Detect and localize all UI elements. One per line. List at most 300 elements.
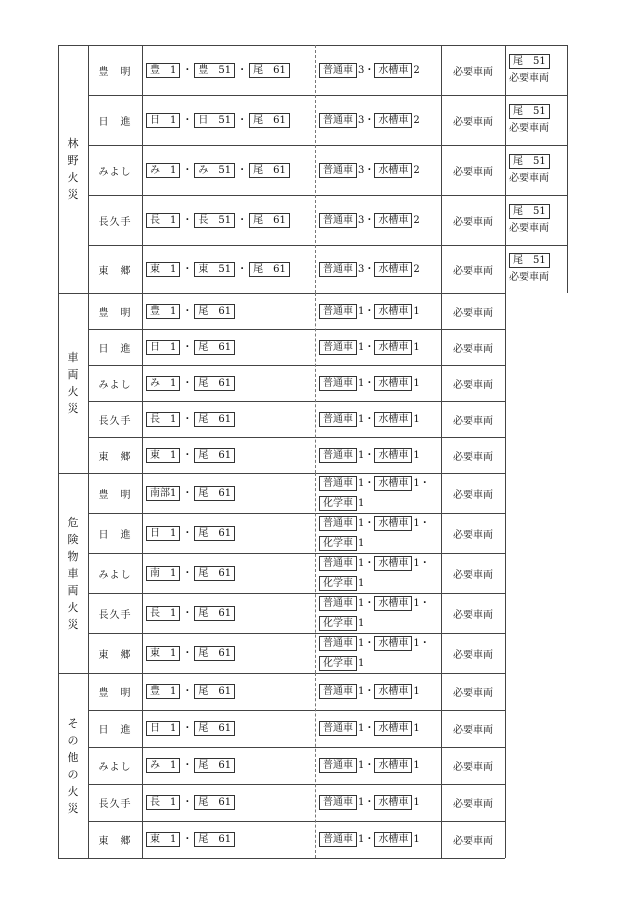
code-text: 1 <box>413 305 420 317</box>
unit-codes <box>146 45 312 95</box>
code-text: ・ <box>364 263 375 275</box>
unit-codes <box>146 293 312 329</box>
required-vehicles: 必要車両 <box>453 379 493 391</box>
code-text: ・ <box>364 834 375 845</box>
code-box: 尾 61 <box>194 486 235 501</box>
code-text: 1 <box>358 377 365 389</box>
code-box: 長 1 <box>146 606 180 621</box>
code-text: 1 <box>358 834 365 845</box>
separator-dot: ・ <box>182 760 193 771</box>
code-box: 豊 1 <box>146 63 180 78</box>
code-box: 水槽車 <box>374 476 412 491</box>
category-text: 車両火災 <box>67 351 79 415</box>
table-rule <box>142 473 143 673</box>
code-text: 1 <box>358 341 365 353</box>
code-box: 尾 61 <box>194 412 235 427</box>
vehicle-types <box>319 95 439 145</box>
code-text: 1 <box>413 449 420 461</box>
table-rule <box>58 673 59 858</box>
table-rule <box>88 401 505 402</box>
separator-dot: ・ <box>237 64 248 76</box>
area-name: 長久手 <box>98 415 132 427</box>
code-box: 水槽車 <box>374 262 412 277</box>
code-box: 普通車 <box>319 412 357 427</box>
code-text: 3 <box>358 114 365 126</box>
code-box: 東 1 <box>146 262 180 277</box>
area-name: みよし <box>98 379 132 391</box>
required-vehicles: 必要車両 <box>453 66 493 78</box>
code-box: 普通車 <box>319 163 357 178</box>
code-box: 水槽車 <box>374 412 412 427</box>
area-name: 東 郷 <box>98 265 132 277</box>
required-vehicles: 必要車両 <box>453 688 493 699</box>
table-rule <box>505 45 506 293</box>
code-box: 水槽車 <box>374 213 412 228</box>
code-box: 尾 61 <box>249 213 290 228</box>
code-box: 南 1 <box>146 566 180 581</box>
table-rule <box>88 633 505 634</box>
table-rule <box>142 293 143 473</box>
vehicle-types <box>319 513 439 553</box>
table-rule <box>505 473 506 673</box>
code-box: 水槽車 <box>374 304 412 319</box>
required-vehicles: 必要車両 <box>453 451 493 463</box>
table-rule <box>441 45 442 293</box>
unit-codes <box>146 365 312 401</box>
table-rule <box>88 593 505 594</box>
area-name: 豊 明 <box>98 66 132 78</box>
area-name: 東 郷 <box>98 836 132 847</box>
code-text: ・ <box>364 597 375 609</box>
code-box: 尾 61 <box>249 113 290 128</box>
area-name: 豊 明 <box>98 307 132 319</box>
code-box: 化学車 <box>319 496 357 511</box>
unit-codes <box>146 553 312 593</box>
code-box: 化学車 <box>319 616 357 631</box>
code-box: 普通車 <box>319 684 357 699</box>
code-box: 尾 61 <box>194 721 235 736</box>
code-box: 化学車 <box>319 576 357 591</box>
area-name: 東 郷 <box>98 451 132 463</box>
code-text: 1 <box>358 517 365 529</box>
code-text: 1 <box>358 577 365 589</box>
code-box: み 51 <box>194 163 235 178</box>
code-text: ・ <box>364 449 375 461</box>
unit-codes <box>146 821 312 858</box>
code-text: 1 <box>358 797 365 808</box>
vehicle-types <box>319 821 439 858</box>
code-box: 尾 51 <box>509 204 550 219</box>
code-box: 普通車 <box>319 596 357 611</box>
code-box: 長 1 <box>146 795 180 810</box>
code-box: 尾 51 <box>509 104 550 119</box>
area-name: みよし <box>98 762 132 773</box>
unit-codes <box>146 437 312 473</box>
code-text: 1 <box>413 557 420 569</box>
code-box: 尾 51 <box>509 154 550 169</box>
category-label <box>58 45 88 293</box>
table-rule <box>88 45 89 293</box>
code-text: ・ <box>364 305 375 317</box>
code-box: 水槽車 <box>374 758 412 773</box>
code-box: 東 51 <box>194 262 235 277</box>
area-name: 日 進 <box>98 116 132 128</box>
unit-codes <box>146 245 312 293</box>
code-box: 尾 61 <box>194 526 235 541</box>
required-vehicles: 必要車両 <box>453 489 493 501</box>
code-box: 尾 61 <box>194 646 235 661</box>
code-box: み 1 <box>146 163 180 178</box>
code-text: ・ <box>419 477 430 489</box>
required-vehicles: 必要車両 <box>453 415 493 427</box>
area-name: 日 進 <box>98 529 132 541</box>
additional-unit-code-row <box>509 153 567 170</box>
code-text: 1 <box>358 537 365 549</box>
unit-codes <box>146 593 312 633</box>
unit-codes <box>146 673 312 710</box>
required-vehicles: 必要車両 <box>453 799 493 810</box>
code-text: 2 <box>413 164 420 176</box>
vehicle-types <box>319 593 439 633</box>
required-vehicles: 必要車両 <box>453 609 493 621</box>
code-box: 普通車 <box>319 113 357 128</box>
separator-dot: ・ <box>182 527 193 539</box>
unit-codes <box>146 784 312 821</box>
additional-unit <box>509 145 567 195</box>
code-box: 普通車 <box>319 636 357 651</box>
table-rule <box>58 45 59 293</box>
code-text: ・ <box>419 557 430 569</box>
table-rule <box>315 473 316 673</box>
code-text: 3 <box>358 64 365 76</box>
code-box: 水槽車 <box>374 516 412 531</box>
code-box: 普通車 <box>319 213 357 228</box>
code-text: 1 <box>358 449 365 461</box>
code-box: 水槽車 <box>374 636 412 651</box>
code-text: 1 <box>358 686 365 697</box>
code-text: ・ <box>364 64 375 76</box>
code-box: 尾 61 <box>249 262 290 277</box>
table-rule <box>441 673 442 858</box>
category-text: 危険物車両火災 <box>67 515 79 631</box>
table-rule <box>88 365 505 366</box>
separator-dot: ・ <box>182 377 193 389</box>
table-rule <box>88 95 567 96</box>
code-box: 水槽車 <box>374 63 412 78</box>
code-box: 普通車 <box>319 448 357 463</box>
area-name: 長久手 <box>98 799 132 810</box>
additional-unit-code-row <box>509 252 567 269</box>
vehicle-types <box>319 710 439 747</box>
additional-unit-code-row <box>509 203 567 220</box>
area-name: 日 進 <box>98 343 132 355</box>
area-name: 豊 明 <box>98 688 132 699</box>
code-box: 普通車 <box>319 556 357 571</box>
table-rule <box>315 673 316 858</box>
table-rule <box>58 293 59 473</box>
code-box: 長 51 <box>194 213 235 228</box>
code-box: 日 1 <box>146 526 180 541</box>
table-rule <box>315 293 316 473</box>
code-text: 1 <box>358 723 365 734</box>
code-text: ・ <box>364 413 375 425</box>
required-vehicles: 必要車両 <box>453 762 493 773</box>
vehicle-types <box>319 437 439 473</box>
code-text: ・ <box>364 164 375 176</box>
vehicle-types <box>319 747 439 784</box>
separator-dot: ・ <box>237 263 248 275</box>
table-rule <box>88 710 505 711</box>
code-box: 水槽車 <box>374 684 412 699</box>
code-box: 水槽車 <box>374 340 412 355</box>
code-text: ・ <box>364 517 375 529</box>
code-box: 水槽車 <box>374 448 412 463</box>
category-text: 林野火災 <box>67 137 79 201</box>
code-box: 尾 61 <box>194 340 235 355</box>
code-text: 2 <box>413 64 420 76</box>
code-box: 東 1 <box>146 646 180 661</box>
code-text: ・ <box>364 686 375 697</box>
code-text: ・ <box>364 723 375 734</box>
table-rule <box>58 473 59 673</box>
code-text: 1 <box>413 686 420 697</box>
separator-dot: ・ <box>182 647 193 659</box>
code-box: 普通車 <box>319 304 357 319</box>
code-box: み 1 <box>146 376 180 391</box>
separator-dot: ・ <box>182 305 193 317</box>
table-rule <box>88 195 567 196</box>
additional-unit-code-row <box>509 53 567 70</box>
vehicle-types <box>319 195 439 245</box>
code-box: 化学車 <box>319 656 357 671</box>
code-text: 1 <box>413 341 420 353</box>
separator-dot: ・ <box>182 797 193 808</box>
code-box: 尾 61 <box>194 758 235 773</box>
table-rule <box>88 329 505 330</box>
code-text: ・ <box>364 114 375 126</box>
code-text: ・ <box>364 797 375 808</box>
additional-unit-note: 必要車両 <box>509 123 549 134</box>
table-rule <box>441 293 442 473</box>
code-box: 普通車 <box>319 721 357 736</box>
vehicle-types <box>319 473 439 513</box>
code-box: 長 1 <box>146 412 180 427</box>
additional-unit-note: 必要車両 <box>509 73 549 84</box>
table-rule <box>88 821 505 822</box>
code-text: 1 <box>358 497 365 509</box>
area-name: 東 郷 <box>98 649 132 661</box>
code-text: 1 <box>413 723 420 734</box>
code-text: 1 <box>413 377 420 389</box>
code-text: ・ <box>364 557 375 569</box>
separator-dot: ・ <box>182 607 193 619</box>
separator-dot: ・ <box>182 686 193 697</box>
table-rule <box>315 45 316 293</box>
code-box: み 1 <box>146 758 180 773</box>
code-box: 尾 61 <box>194 304 235 319</box>
code-box: 普通車 <box>319 376 357 391</box>
required-vehicles: 必要車両 <box>453 569 493 581</box>
required-vehicles: 必要車両 <box>453 216 493 228</box>
code-box: 化学車 <box>319 536 357 551</box>
vehicle-types <box>319 45 439 95</box>
unit-codes <box>146 401 312 437</box>
code-text: 1 <box>358 305 365 317</box>
required-vehicles: 必要車両 <box>453 725 493 736</box>
required-vehicles: 必要車両 <box>453 836 493 847</box>
vehicle-types <box>319 633 439 673</box>
code-box: 尾 61 <box>194 832 235 847</box>
code-box: 東 1 <box>146 832 180 847</box>
vehicle-types <box>319 673 439 710</box>
unit-codes <box>146 513 312 553</box>
code-text: ・ <box>419 517 430 529</box>
code-box: 尾 61 <box>194 376 235 391</box>
category-label <box>58 673 88 858</box>
table-rule <box>88 293 89 473</box>
code-text: 1 <box>358 597 365 609</box>
code-box: 豊 1 <box>146 304 180 319</box>
code-text: 1 <box>413 597 420 609</box>
area-name: 日 進 <box>98 725 132 736</box>
code-box: 普通車 <box>319 63 357 78</box>
code-box: 豊 1 <box>146 684 180 699</box>
code-text: 1 <box>358 413 365 425</box>
table-rule <box>441 473 442 673</box>
additional-unit-code-row <box>509 103 567 120</box>
vehicle-types <box>319 365 439 401</box>
separator-dot: ・ <box>182 214 193 226</box>
code-text: ・ <box>419 637 430 649</box>
code-text: ・ <box>364 214 375 226</box>
table-rule <box>58 858 505 859</box>
separator-dot: ・ <box>182 449 193 461</box>
code-text: 1 <box>358 557 365 569</box>
code-text: 3 <box>358 263 365 275</box>
code-box: 普通車 <box>319 476 357 491</box>
code-text: 3 <box>358 214 365 226</box>
required-vehicles: 必要車両 <box>453 343 493 355</box>
separator-dot: ・ <box>182 341 193 353</box>
separator-dot: ・ <box>182 164 193 176</box>
code-box: 水槽車 <box>374 596 412 611</box>
additional-unit <box>509 245 567 293</box>
table-rule <box>88 245 567 246</box>
unit-codes <box>146 473 312 513</box>
code-box: 尾 51 <box>509 54 550 69</box>
code-box: 水槽車 <box>374 376 412 391</box>
code-box: 普通車 <box>319 262 357 277</box>
table-rule <box>505 673 506 858</box>
separator-dot: ・ <box>182 834 193 845</box>
code-text: ・ <box>364 341 375 353</box>
code-box: 普通車 <box>319 795 357 810</box>
code-text: 1 <box>413 834 420 845</box>
required-vehicles: 必要車両 <box>453 649 493 661</box>
code-box: 尾 61 <box>249 63 290 78</box>
table-rule <box>88 437 505 438</box>
table-rule <box>142 673 143 858</box>
area-name: 豊 明 <box>98 489 132 501</box>
code-text: 2 <box>413 214 420 226</box>
table-rule <box>88 145 567 146</box>
required-vehicles: 必要車両 <box>453 116 493 128</box>
area-name: 長久手 <box>98 216 132 228</box>
code-box: 南部1 <box>146 486 180 501</box>
code-box: 日 51 <box>194 113 235 128</box>
area-name: みよし <box>98 166 132 178</box>
code-box: 普通車 <box>319 758 357 773</box>
table-rule <box>88 747 505 748</box>
code-box: 水槽車 <box>374 113 412 128</box>
separator-dot: ・ <box>237 214 248 226</box>
additional-unit <box>509 195 567 245</box>
vehicle-types <box>319 329 439 365</box>
unit-codes <box>146 633 312 673</box>
table-rule <box>567 45 568 293</box>
code-box: 尾 51 <box>509 253 550 268</box>
required-vehicles: 必要車両 <box>453 166 493 178</box>
vehicle-types <box>319 293 439 329</box>
code-text: 2 <box>413 114 420 126</box>
code-box: 水槽車 <box>374 556 412 571</box>
table-rule <box>142 45 143 293</box>
code-box: 尾 61 <box>194 448 235 463</box>
additional-unit-note: 必要車両 <box>509 173 549 184</box>
code-text: 3 <box>358 164 365 176</box>
code-text: 1 <box>358 760 365 771</box>
separator-dot: ・ <box>182 487 193 499</box>
code-text: ・ <box>364 477 375 489</box>
separator-dot: ・ <box>237 164 248 176</box>
category-label <box>58 473 88 673</box>
vehicle-types <box>319 553 439 593</box>
code-box: 尾 61 <box>194 684 235 699</box>
code-text: 1 <box>358 657 365 669</box>
unit-codes <box>146 710 312 747</box>
code-text: 1 <box>413 477 420 489</box>
code-box: 長 1 <box>146 213 180 228</box>
additional-unit <box>509 95 567 145</box>
separator-dot: ・ <box>182 263 193 275</box>
code-box: 日 1 <box>146 113 180 128</box>
code-box: 尾 61 <box>249 163 290 178</box>
code-text: 1 <box>358 617 365 629</box>
code-box: 尾 61 <box>194 606 235 621</box>
code-box: 東 1 <box>146 448 180 463</box>
code-box: 豊 51 <box>194 63 235 78</box>
code-box: 尾 61 <box>194 566 235 581</box>
vehicle-types <box>319 401 439 437</box>
code-text: 1 <box>413 797 420 808</box>
area-name: 長久手 <box>98 609 132 621</box>
required-vehicles: 必要車両 <box>453 529 493 541</box>
vehicle-types <box>319 784 439 821</box>
code-box: 普通車 <box>319 516 357 531</box>
table-rule <box>88 673 89 858</box>
category-text: その他の火災 <box>67 716 79 815</box>
code-text: 1 <box>413 760 420 771</box>
unit-codes <box>146 329 312 365</box>
separator-dot: ・ <box>182 723 193 734</box>
code-text: ・ <box>364 637 375 649</box>
code-box: 普通車 <box>319 832 357 847</box>
table-rule <box>88 513 505 514</box>
code-box: 普通車 <box>319 340 357 355</box>
code-text: ・ <box>364 377 375 389</box>
code-text: 1 <box>413 637 420 649</box>
code-text: 1 <box>358 637 365 649</box>
